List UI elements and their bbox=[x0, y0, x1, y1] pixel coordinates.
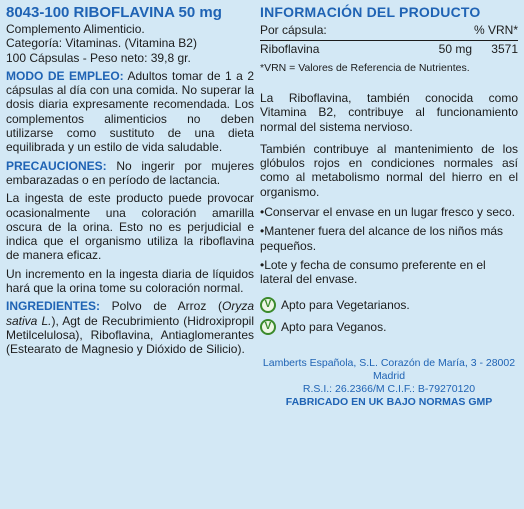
vegetarian-icon: V bbox=[260, 297, 276, 313]
precauciones bbox=[6, 159, 254, 188]
bullet-list bbox=[260, 205, 518, 286]
modo-empleo-text: Adultos tomar de 1 a 2 cápsulas al día con una comida. No superar la dosis diaria expresamente recomendada. Los complementos alimenticios no deben utilizarse como sustituto de una dieta equilibrada y un estilo de vida saludable. bbox=[6, 68, 254, 155]
info-line: 100 Cápsulas - Peso neto: 39,8 gr. bbox=[6, 50, 191, 65]
info-line: Categoría: Vitaminas. (Vitamina B2) bbox=[6, 36, 197, 51]
company-address: Lamberts Española, S.L. Corazón de María, 3 - 28002 Madrid bbox=[262, 356, 516, 382]
list-item: •Conservar el envase en un lugar fresco y seco. bbox=[260, 205, 515, 220]
modo-empleo bbox=[6, 69, 254, 155]
riboflavin-benefits: También contribuye al mantenimiento de los glóbulos rojos en condiciones normales así como al metabolismo normal del hierro en el organismo. bbox=[260, 141, 518, 199]
company-footer bbox=[260, 357, 518, 409]
vegetarian-label: Apto para Vegetarianos. bbox=[281, 297, 410, 312]
company-registration: R.S.I.: 26.2366/M C.I.F.: B-79270120 bbox=[302, 382, 476, 395]
precauciones-label: PRECAUCIONES: bbox=[6, 158, 107, 173]
table-row: Riboflavina 50 mg 3571 bbox=[260, 41, 518, 56]
vrn-note: *VRN = Valores de Referencia de Nutrientes. bbox=[260, 62, 470, 74]
left-column bbox=[6, 0, 254, 357]
urine-note: La ingesta de este producto puede provocar ocasionalmente una coloración amarilla oscura de la orina. Esto no es perjudicial e indica que el organismo utiliza la riboflavina de manera eficaz. bbox=[6, 191, 254, 263]
table-header: Por cápsula: % VRN* bbox=[260, 23, 518, 37]
table-divider bbox=[260, 40, 518, 41]
list-item: •Lote y fecha de consumo preferente en el lateral del envase. bbox=[260, 257, 486, 287]
liquids-note: Un incremento en la ingesta diaria de líquidos hará que la orina tome su coloración normal. bbox=[6, 266, 254, 296]
modo-empleo-label: MODO DE EMPLEO: bbox=[6, 68, 124, 83]
product-title: 8043-100 RIBOFLAVINA 50 mg bbox=[6, 4, 222, 21]
info-title: INFORMACIÓN DEL PRODUCTO bbox=[260, 4, 481, 20]
riboflavin-description: La Riboflavina, también conocida como Vitamina B2, contribuye al funcionamiento normal del sistema nervioso. bbox=[260, 91, 518, 134]
manufacture-note: FABRICADO EN UK BAJO NORMAS GMP bbox=[285, 395, 493, 408]
ingredientes: INGREDIENTES: Polvo de Arroz (Oryza sativa L.), Agt de Recubrimiento (Hidroxipropil Metilcelulosa), Riboflavina, Antiaglomerantes (Estearato de Magnesio y Dióxido de Silicio). bbox=[6, 299, 254, 357]
nutrition-table bbox=[260, 23, 518, 56]
ingredientes-label: INGREDIENTES: bbox=[6, 299, 101, 314]
vegan-label: Apto para Veganos. bbox=[281, 319, 387, 334]
vegan-badge bbox=[260, 319, 518, 335]
precauciones-text: No ingerir por mujeres embarazadas o en período de lactancia. bbox=[6, 158, 254, 187]
right-column bbox=[260, 0, 518, 409]
info-line: Complemento Alimenticio. bbox=[6, 22, 145, 36]
vegetarian-badge bbox=[260, 297, 518, 313]
list-item: •Mantener fuera del alcance de los niños más pequeños. bbox=[260, 224, 504, 253]
vegan-icon: V bbox=[260, 319, 276, 335]
